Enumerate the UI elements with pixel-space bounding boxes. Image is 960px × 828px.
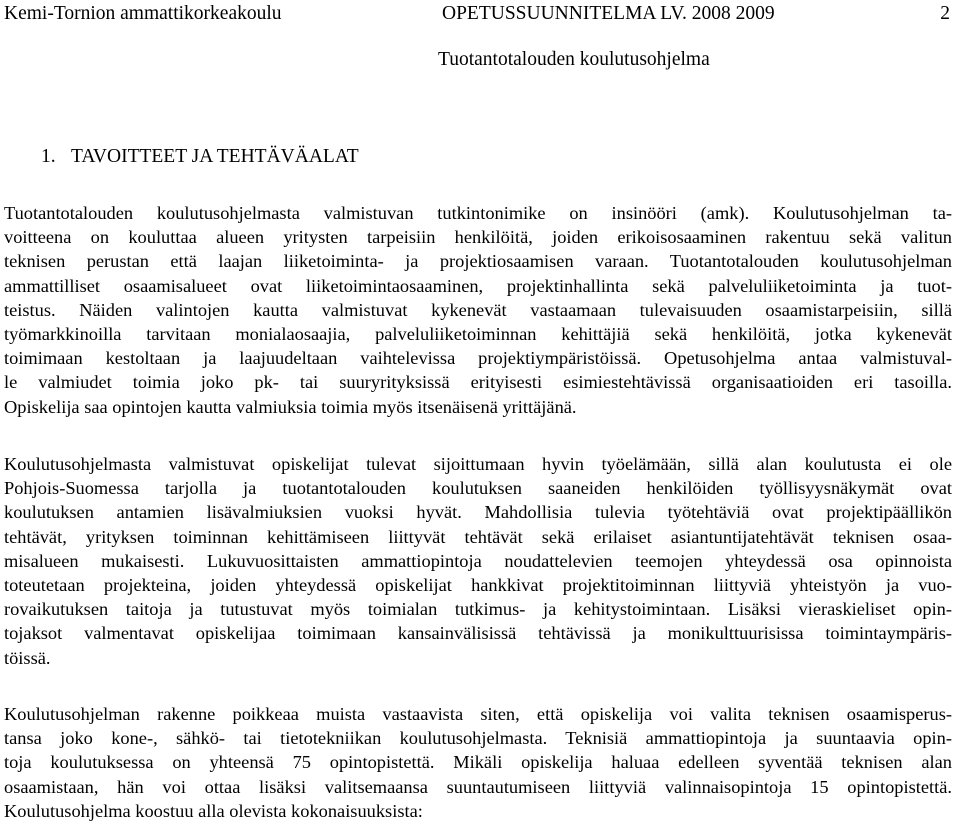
paragraph-line: työmarkkinoilla tarvitaan monialaosaajia, palveluliiketoiminnan kehittäjiä sekä henkilöitä, jotka kykenevät bbox=[4, 324, 952, 345]
paragraph-line: teistus. Näiden valintojen kautta valmistuvat kykenevät vastaamaan tulevaisuuden osaamistarpeisiin, sillä bbox=[4, 299, 952, 320]
paragraph-line: ammattilliset osaamisalueet ovat liiketoimintaosaaminen, projektinhallinta sekä palveluliiketoiminta ja tuot- bbox=[4, 275, 952, 296]
paragraph-structure bbox=[4, 702, 952, 823]
paragraph-line: Koulutusohjelman rakenne poikkeaa muista vastaavista siten, että opiskelija voi valita teknisen osaamisperus- bbox=[4, 704, 952, 724]
paragraph-line: Koulutusohjelma koostuu alla olevista kokonaisuuksista: bbox=[4, 800, 423, 821]
paragraph-line: tehtävät, yrityksen toiminnan kehittämiseen liittyvät tehtävät sekä erilaiset asiantuntijatehtävät teknisen osaa- bbox=[4, 526, 952, 547]
paragraph-goals bbox=[4, 201, 952, 419]
paragraph-line: tansa joko kone-, sähkö- tai tietotekniikan koulutusohjelmasta. Teknisiä ammattiopintoja ja suuntaavia opin- bbox=[4, 728, 952, 749]
paragraph-line: misalueen mukaisesti. Lukuvuosittaisten ammattiopintoja noudattelevien teemojen yhteydessä osa opinnoista bbox=[4, 550, 952, 571]
programme-name: Tuotantotalouden koulutusohjelma bbox=[438, 49, 710, 70]
institution-name: Kemi-Tornion ammattikorkeakoulu bbox=[4, 3, 282, 24]
paragraph-line: le valmiudet toimia joko pk- tai suuryrityksissä erityisesti esimiestehtävissä organisaatioiden eri tasoilla. bbox=[4, 372, 952, 393]
section-title: TAVOITTEET JA TEHTÄVÄALAT bbox=[71, 146, 359, 167]
paragraph-line: Koulutusohjelmasta valmistuvat opiskelijat tulevat sijoittumaan hyvin työelämään, sillä alan koulutusta ei ole bbox=[4, 454, 952, 474]
paragraph-line: koulutuksen antamien lisävalmiuksien vuoksi hyvät. Mahdollisia tulevia työtehtäviä ovat projektipäällikön bbox=[4, 502, 952, 523]
paragraph-line: osaamistaan, hän voi ottaa lisäksi valitsemaansa suuntautumiseen liittyviä valinnaisopintoja 15 opintopistettä. bbox=[4, 776, 952, 797]
paragraph-line: toja koulutuksessa on yhteensä 75 opintopistettä. Mikäli opiskelija haluaa edelleen syventää teknisen alan bbox=[4, 752, 952, 773]
section-number: 1. bbox=[41, 146, 56, 167]
paragraph-line: toimimaan kestoltaan ja laajuudeltaan vaihtelevissa projektiympäristöissä. Opetusohjelma antaa valmistuval- bbox=[4, 348, 952, 369]
paragraph-line: teknisen perustan että laajan liiketoiminta- ja projektiosaamisen varaan. Tuotantotalouden koulutusohjelman bbox=[4, 251, 952, 272]
page-number: 2 bbox=[940, 3, 950, 24]
document-title: OPETUSSUUNNITELMA LV. 2008 2009 bbox=[442, 3, 775, 24]
paragraph-line: Pohjois-Suomessa tarjolla ja tuotantotalouden koulutuksen saaneiden henkilöiden työllisyysnäkymät ovat bbox=[4, 478, 952, 499]
section-heading bbox=[41, 145, 359, 169]
paragraph-line: voitteena on kouluttaa alueen yritysten tarpeisiin henkilöitä, joiden erikoisosaaminen rakentuu sekä valitun bbox=[4, 227, 952, 248]
paragraph-line: töissä. bbox=[4, 647, 51, 668]
paragraph-line: rovaikutuksen taitoja ja tutustuvat myös toimialan tutkimus- ja kehitystoimintaan. Lisäksi vieraskieliset opin- bbox=[4, 599, 952, 620]
page-header bbox=[4, 2, 950, 28]
paragraph-line: tojaksot valmentavat opiskelijaa toimimaan kansainvälisissä tehtävissä ja monikulttuurisissa toimintaympäris- bbox=[4, 623, 952, 644]
paragraph-line: Opiskelija saa opintojen kautta valmiuksia toimia myös itsenäisenä yrittäjänä. bbox=[4, 396, 577, 417]
paragraph-line: toteutetaan projekteina, joiden yhteydessä opiskelijat hankkivat projektitoiminnan liittyviä yhteistyön ja vuo- bbox=[4, 575, 952, 596]
paragraph-employment bbox=[4, 452, 952, 670]
paragraph-line: Tuotantotalouden koulutusohjelmasta valmistuvan tutkintonimike on insinööri (amk). Koulutusohjelman ta- bbox=[4, 203, 952, 223]
